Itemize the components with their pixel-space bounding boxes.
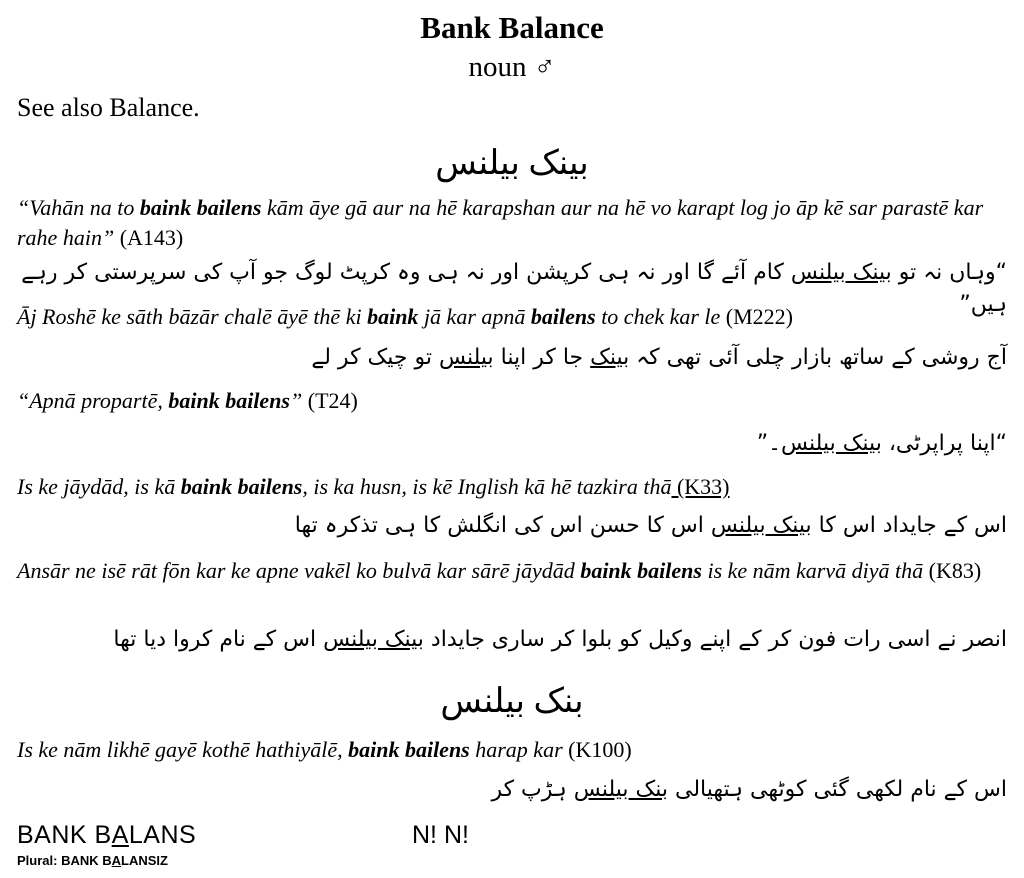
pronunciation-tag: N! N! (412, 821, 469, 849)
example-1-transliteration: “Vahān na to baink bailens kām āye gā aur na hē karapshan aur na hē vo karapt log jo āp kē sar parastē kar rahe hain” (A143) (17, 195, 984, 250)
source-ref: (K33) (671, 474, 730, 499)
source-ref: (T24) (302, 388, 358, 413)
example-6-urdu: اس کے نام لکھی گئی کوٹھی ہتھیالی بنک بیلنس ہڑپ کر (491, 777, 1007, 802)
source-ref: (A143) (114, 225, 184, 250)
example-3-urdu: “اپنا پراپرٹی، بینک بیلنس۔” (756, 431, 1007, 456)
example-5-transliteration: Ansār ne isē rāt fōn kar ke apne vakēl ko bulvā kar sārē jāydād baink bailens is ke nām karvā diyā thā (K83) (17, 558, 982, 583)
example-2-transliteration: Āj Roshē ke sāth bāzār chalē āyē thē ki baink jā kar apnā bailens to chek kar le (M222) (17, 304, 794, 329)
example-3-transliteration: “Apnā propartē, baink bailens” (T24) (17, 388, 358, 413)
urdu-headword: بینک بیلنس (435, 145, 589, 182)
source-ref: (M222) (720, 304, 794, 329)
example-1-urdu: “وہاں نہ تو بینک بیلنس کام آئے گا اور نہ ہی کرپشن اور نہ ہی وہ کرپٹ لوگ جو آپ کی سرپرستی کر رہے ہیں” (21, 260, 1007, 317)
part-of-speech: noun ♂ (468, 51, 556, 83)
example-5-urdu: انصر نے اسی رات فون کر کے اپنے وکیل کو بلوا کر ساری جایداد بینک بیلنس اس کے نام کروا دیا تھا (113, 627, 1007, 652)
urdu-headword-variant: بنک بیلنس (440, 683, 584, 720)
see-also-note: See also Balance. (17, 93, 200, 122)
pronunciation-word: BANK BALANS (17, 821, 197, 849)
example-4-transliteration: Is ke jāydād, is kā baink bailens, is ka husn, is kē Inglish kā hē tazkira thā (K33) (17, 474, 730, 499)
example-4-urdu: اس کے جایداد اس کا بینک بیلنس اس کا حسن اس کی انگلش کا ہی تذکرہ تھا (294, 513, 1007, 538)
source-ref: (K83) (923, 558, 982, 583)
source-ref: (K100) (562, 737, 632, 762)
example-6-transliteration: Is ke nām likhē gayē kothē hathiyālē, baink bailens harap kar (K100) (17, 737, 632, 762)
entry-title: Bank Balance (420, 10, 604, 45)
plural-form: Plural: BANK BALANSIZ (17, 853, 168, 868)
example-2-urdu: آج روشی کے ساتھ بازار چلی آئی تھی کہ بینک جا کر اپنا بیلنس تو چیک کر لے (311, 345, 1007, 370)
